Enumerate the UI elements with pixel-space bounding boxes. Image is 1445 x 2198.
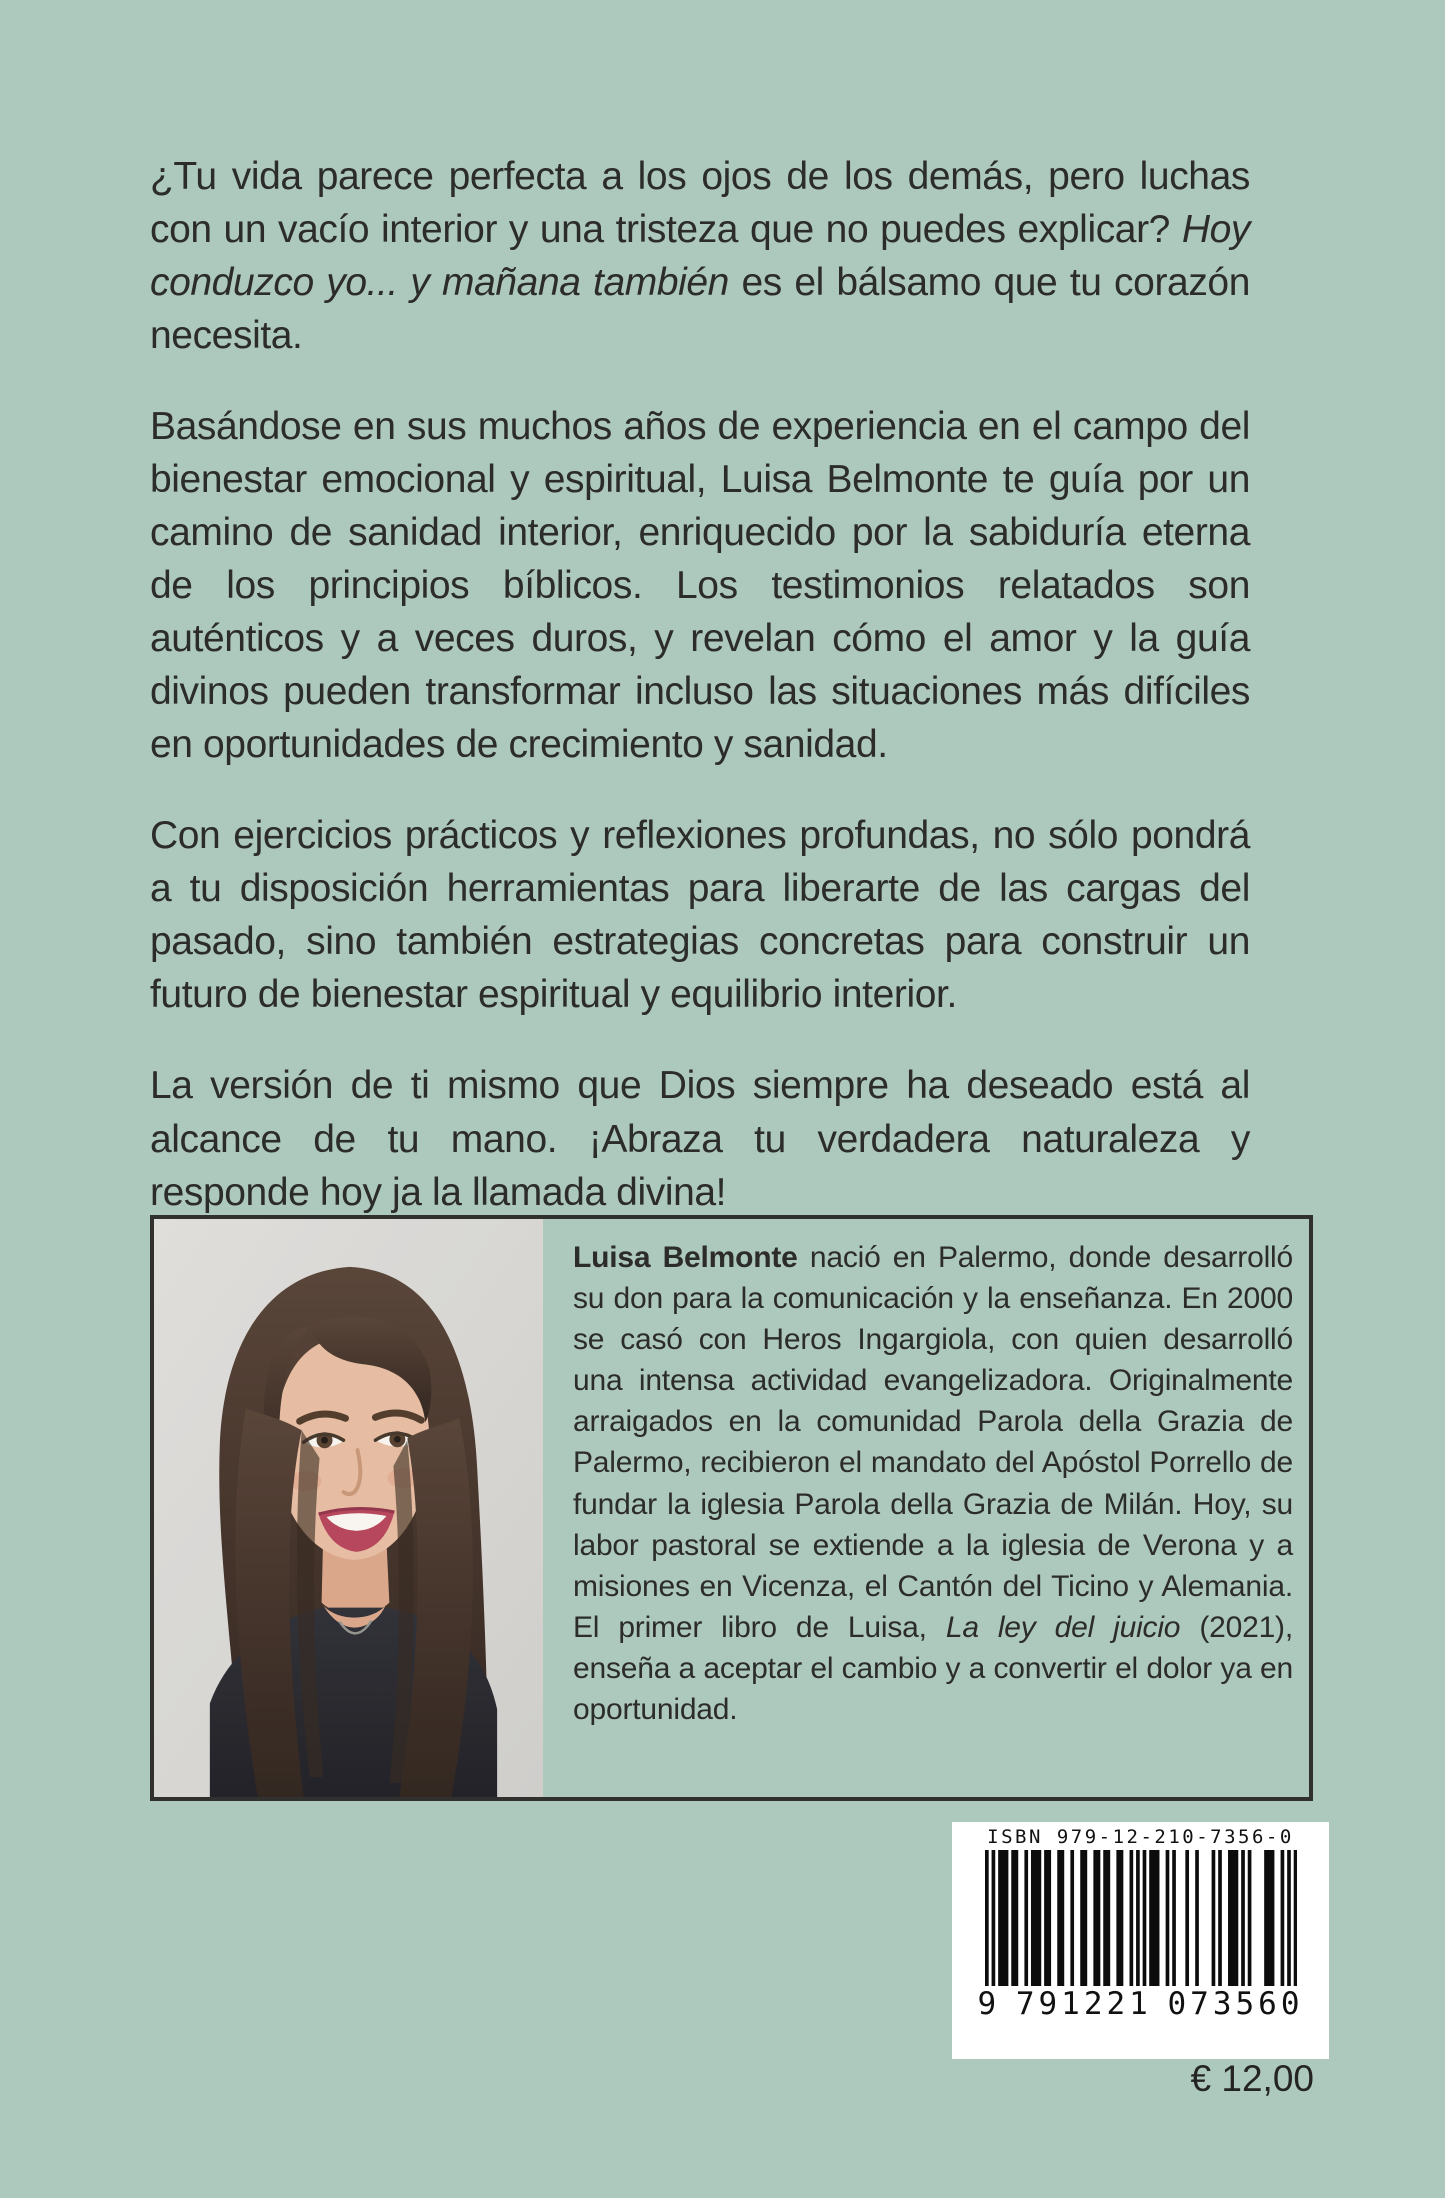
- isbn-barcode-box: [952, 1822, 1329, 2059]
- barcode-digit-group-1: 9: [977, 1986, 1001, 2022]
- price-label: € 12,00: [1190, 2058, 1314, 2099]
- synopsis-block: [150, 150, 1250, 1257]
- author-portrait-illustration: [154, 1219, 543, 1797]
- barcode-digits: [976, 1986, 1306, 2022]
- author-bio-box: [150, 1215, 1313, 1801]
- synopsis-paragraph-3: Con ejercicios prácticos y reflexiones profundas, no sólo pondrá a tu disposición herramientas para liberarte de las cargas del pasado, sino también estrategias concretas para construir un futuro de bienestar espiritual y equilibrio interior.: [150, 814, 1250, 1017]
- isbn-label: ISBN 979-12-210-7356-0: [987, 1826, 1294, 1848]
- barcode-digit-group-2: 791221: [1015, 1986, 1152, 2022]
- synopsis-paragraph-1: ¿Tu vida parece perfecta a los ojos de los demás, pero luchas con un vacío interior y una tristeza que no puedes explicar? Hoy conduzco yo... y mañana también es el bálsamo que tu corazón necesita.: [150, 155, 1250, 358]
- barcode-bars: [985, 1850, 1297, 2008]
- ean13-bars: [985, 1850, 1297, 2008]
- barcode-digit-group-3: 073560: [1167, 1986, 1304, 2022]
- author-photo: [154, 1219, 543, 1797]
- author-bio-text: Luisa Belmonte nació en Palermo, donde desarrolló su don para la comunicación y la enseñanza. En 2000 se casó con Heros Ingargiola, con quien desarrolló una intensa actividad evangelizadora. Originalmente arraigados en la comunidad Parola della Grazia de Palermo, recibieron el mandato del Apóstol Porrello de fundar la iglesia Parola della Grazia de Milán. Hoy, su labor pastoral se extiende a la iglesia de Verona y a misiones en Vicenza, el Cantón del Ticino y Alemania. El primer libro de Luisa, La ley del juicio (2021), enseña a aceptar el cambio y a convertir el dolor ya en oportunidad.: [573, 1241, 1293, 1727]
- synopsis-paragraph-4: La versión de ti mismo que Dios siempre ha deseado está al alcance de tu mano. ¡Abraza tu verdadera naturaleza y responde hoy ja la llamada divina!: [150, 1064, 1250, 1214]
- synopsis-paragraph-2: Basándose en sus muchos años de experiencia en el campo del bienestar emocional y espiritual, Luisa Belmonte te guía por un camino de sanidad interior, enriquecido por la sabiduría eterna de los principios bíblicos. Los testimonios relatados son auténticos y a veces duros, y revelan cómo el amor y la guía divinos pueden transformar incluso las situaciones más difíciles en oportunidades de crecimiento y sanidad.: [150, 405, 1250, 767]
